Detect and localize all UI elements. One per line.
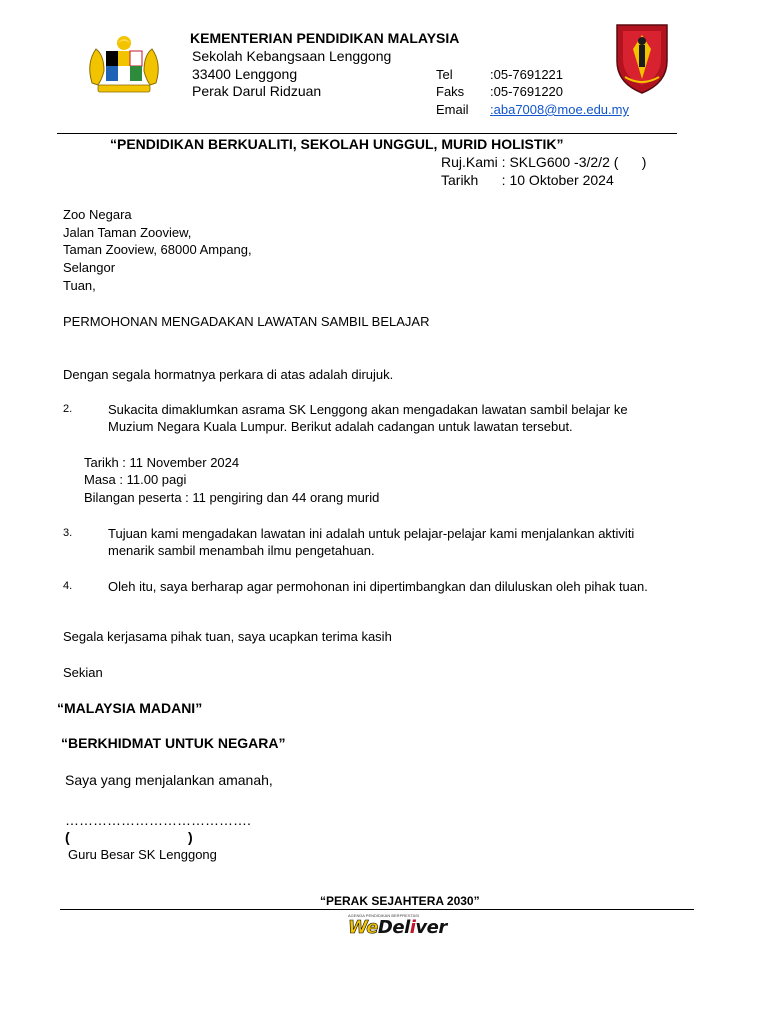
ministry-name: KEMENTERIAN PENDIDIKAN MALAYSIA (190, 30, 460, 46)
reference-number: Ruj.Kami : SKLG600 -3/2/2 ( ) (441, 154, 647, 170)
paragraph-2-number: 2. (63, 403, 73, 415)
email-label: Email (436, 102, 469, 117)
recipient-line-1: Zoo Negara (63, 207, 132, 222)
paragraph-4-text: Oleh itu, saya berharap agar permohonan ini dipertimbangkan dan diluluskan oleh pihak tuan. (108, 579, 648, 594)
recipient-line-2: Jalan Taman Zooview, (63, 225, 192, 240)
closing-remark: Segala kerjasama pihak tuan, saya ucapkan terima kasih (63, 629, 392, 644)
email-link[interactable]: aba7008@moe.edu.my (493, 102, 629, 117)
school-crest-logo (611, 21, 673, 95)
paragraph-3-number: 3. (63, 527, 73, 539)
footer-slogan: “PERAK SEJAHTERA 2030” (320, 894, 480, 908)
fax-value: :05-7691220 (490, 84, 564, 99)
paragraph-4-number: 4. (63, 580, 73, 592)
recipient-line-3: Taman Zooview, 68000 Ampang, (63, 242, 252, 257)
footer-divider (60, 909, 694, 910)
wedeliver-we: We (348, 917, 378, 938)
slogan-malaysia-madani: “MALAYSIA MADANI” (57, 700, 203, 716)
signatory-name-open: ( (65, 829, 70, 845)
paragraph-2-text: Sukacita dimaklumkan asrama SK Lenggong akan mengadakan lawatan sambil belajar ke Muzium Negara Kuala Lumpur. Berikut adalah cadangan untuk lawatan tersebut. (108, 402, 628, 434)
email-field (490, 101, 629, 118)
signatory-name-close: ) (188, 829, 193, 845)
letter-subject: PERMOHONAN MENGADAKAN LAWATAN SAMBIL BELAJAR (63, 314, 430, 329)
signature-dotted-line: …………………………………. (65, 812, 251, 828)
fax-label: Faks (436, 84, 465, 99)
tel-value: :05-7691221 (490, 67, 564, 82)
salutation: Tuan, (63, 278, 96, 293)
coat-of-arms-logo (82, 33, 166, 97)
wedeliver-ver: ver (415, 917, 447, 938)
detail-participants: Bilangan peserta : 11 pengiring dan 44 orang murid (84, 490, 380, 505)
letter-date: Tarikh : 10 Oktober 2024 (441, 172, 614, 188)
paragraph-3-text: Tujuan kami mengadakan lawatan ini adalah untuk pelajar-pelajar kami menjalankan aktiviti menarik sambil menambah ilmu pengetahuan. (108, 526, 635, 558)
wedeliver-i: i (409, 917, 416, 938)
detail-time: Masa : 11.00 pagi (84, 472, 187, 487)
sekian-text: Sekian (63, 665, 103, 680)
address-line-1: 33400 Lenggong (192, 66, 298, 82)
tel-label: Tel (436, 67, 453, 82)
slogan-berkhidmat: “BERKHIDMAT UNTUK NEGARA” (61, 735, 286, 751)
recipient-line-4: Selangor (63, 260, 116, 275)
intro-paragraph: Dengan segala hormatnya perkara di atas adalah dirujuk. (63, 367, 394, 382)
email-colon: : (490, 102, 494, 117)
address-line-2: Perak Darul Ridzuan (192, 83, 322, 99)
school-motto: “PENDIDIKAN BERKUALITI, SEKOLAH UNGGUL, MURID HOLISTIK” (110, 136, 564, 152)
wedeliver-tagline: AGENDA PENDIDIKAN BERPRESTASI (348, 913, 420, 918)
wedeliver-del: Del (377, 917, 410, 938)
signature-trust-line: Saya yang menjalankan amanah, (65, 772, 273, 788)
school-name: Sekolah Kebangsaan Lenggong (192, 48, 392, 64)
detail-date: Tarikh : 11 November 2024 (84, 455, 240, 470)
signatory-title: Guru Besar SK Lenggong (68, 847, 217, 862)
header-divider (57, 133, 677, 134)
wedeliver-logo (348, 913, 447, 941)
